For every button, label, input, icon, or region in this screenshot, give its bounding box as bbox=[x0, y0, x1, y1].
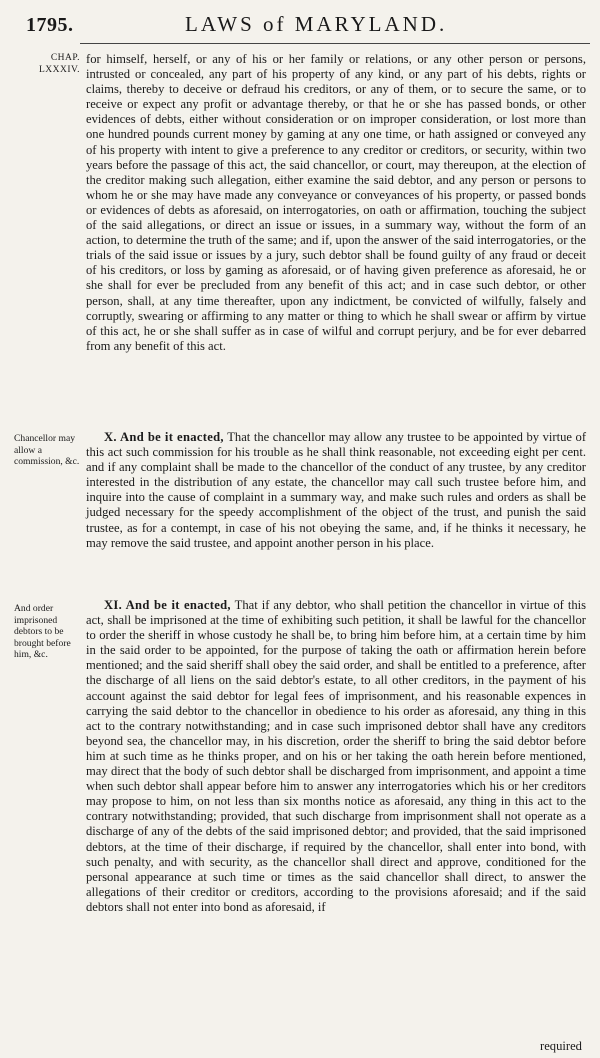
catchword: required bbox=[540, 1039, 582, 1053]
margin-note-imprisoned-debtors: And order imprisoned debtors to be brought before him, &c. bbox=[14, 603, 71, 660]
header-rule bbox=[80, 43, 590, 44]
section-x-text: That the chancellor may allow any trustee to be appointed by virtue of this act such commission for his trouble as he shall think reasonable, not exceeding eight per cent. and if any complaint shall be made to the chancellor of the conduct of any trustee, by any creditor interested in the distribution of any estate, the chancellor may call such trustee before him, and inquire into the cause of complaint in a summary way, and make such rules and orders as shall be judged necessary for the speedy accomplishment of the object of the trust, and punish the said trustee, as for a contempt, in case of his not obeying the same, and, if he thinks it necessary, he may remove the said trustee, and appoint another person in his place. bbox=[86, 430, 587, 550]
chapter-label bbox=[14, 52, 80, 76]
section-x-lead: X. And be it enacted, bbox=[104, 430, 224, 444]
section-xi bbox=[86, 598, 586, 915]
section-xi-lead: XI. And be it enacted, bbox=[104, 598, 231, 612]
section-continuation bbox=[86, 52, 586, 354]
page-title: LAWS of MARYLAND. bbox=[185, 12, 448, 36]
page-year: 1795. bbox=[26, 14, 74, 36]
chapter-word: CHAP. bbox=[50, 53, 80, 63]
chapter-number: LXXXIV. bbox=[38, 65, 80, 75]
section-x bbox=[86, 430, 586, 551]
section-xi-text: That if any debtor, who shall petition the chancellor in virtue of this act, shall be imprisoned at the time of exhibiting such petition, it shall be lawful for the chancellor to order the sheriff in whose custody he shall be, to bring him before him, at a certain time by him in the said order to be appointed, for the purpose of taking the oath or affirmation herein before mentioned; and the said sheriff shall obey the said order, and shall be entitled to a preference, after the discharge of all liens on the said debtor's estate, to all other creditors, in the payment of his account against the said debtor for legal fees of imprisonment, and his reasonable expences in carrying the said debtor to the chancellor in obedience to his order as aforesaid, any thing in this act to the contrary notwithstanding; and in case such imprisoned debtor shall have any creditors beyond sea, the chancellor may, in his discretion, order the sheriff to bring the said debtor before him at such time as he thinks proper, and on his or her taking the oath herein before mentioned, may direct that the body of such debtor shall be discharged from imprisonment, and appoint a time when such debtor shall appear before him to answer any interrogatories which his or her creditors may propose to him, on not less than six months notice as aforesaid, any thing in this act to the contrary notwithstanding; provided, that such discharge from imprisonment shall not operate as a discharge of any of the debts of the said imprisoned debtor; and provided, that the said imprisoned debtors, at the time of their discharge, if required by the chancellor, shall enter into bond, with such penalty, and with security, as the chancellor shall direct and approve, conditioned for the personal appearance at such time or times as the said chancellor shall direct, to answer the allegations of their creditor or creditors, according to the provisions aforesaid; and if the said debtors shall not enter into bond as aforesaid, if bbox=[86, 598, 587, 914]
margin-note-chancellor-commission: Chancellor may allow a commission, &c. bbox=[14, 433, 80, 467]
section-text: for himself, herself, or any of his or her family or relations, or any other person or persons, intrusted or concealed, any part of his property of any kind, or any part of his debts, rights or claims, thereby to deceive or defraud his creditors, or any of them, or to secure the same, or to receive or expect any profit or advantage thereby, or that he or she has passed bonds, or other evidences of debts, either without consideration or on improper consideration, or lost more than one hundred pounds current money by gaming at any one time, or hath assigned or conveyed any of his property with intent to give a preference to any creditor or creditors, or security, within two years before the passage of this act, the said chancellor, or court, may thereupon, at the election of the creditor making such allegation, either examine the said debtor, and any person or persons to whom he or she may have made any conveyance or conveyances of his property, or passed bonds or evidences of debts as aforesaid, on interrogatories, on oath or affirmation, touching the subject of the said allegations, or direct an issue or issues, in a summary way, without the form of an action, to determine the truth of the same; and if, upon the answer of the said interrogatories, or the trials of the said issue or issues by a jury, such debtor shall be found guilty of any fraud or deceit of his creditors, or loss by gaming as aforesaid, or of having given preference as aforesaid, he or she shall for ever be precluded from any benefit of this act; and in case such debtor, or other person, shall, at any time thereafter, upon any indictment, be convicted of wilfully, falsely and corruptly, swearing or affirming to any matter or thing to which he shall swear or affirm by virtue of this act, he or she shall suffer as in case of wilful and corrupt perjury, and be for ever debarred from any benefit of this act. bbox=[86, 52, 586, 353]
